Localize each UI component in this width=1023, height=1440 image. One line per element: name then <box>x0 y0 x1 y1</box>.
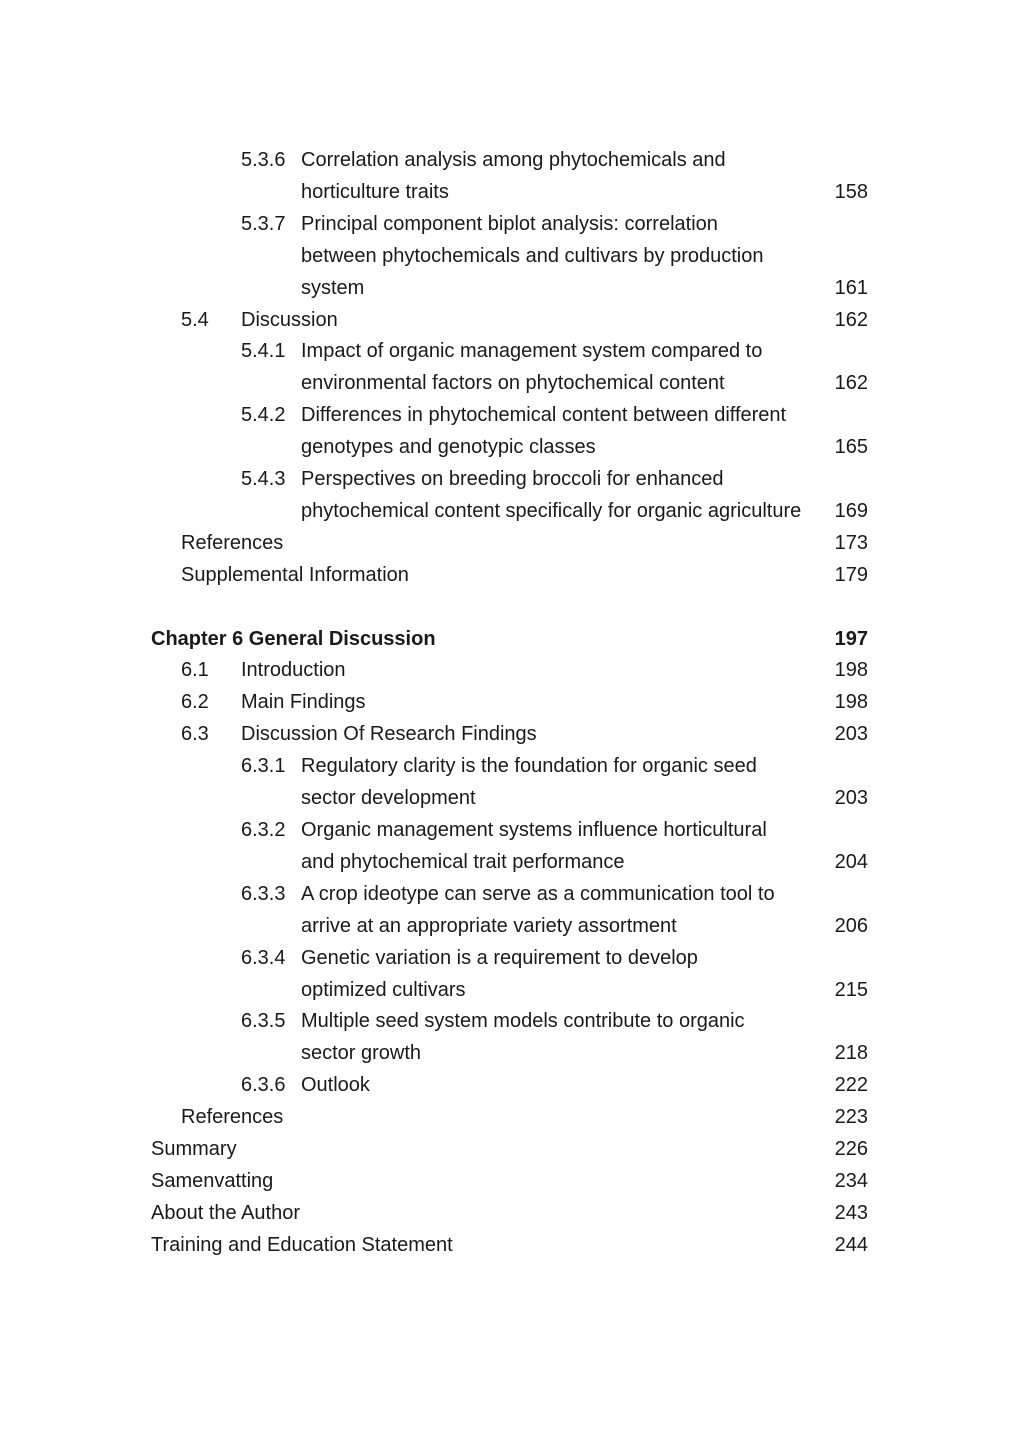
toc-entry-6-2[interactable] <box>151 687 871 719</box>
toc-entry-title: Discussion Of Research Findings <box>241 723 537 746</box>
toc-entry-title: Organic management systems influence horticultural and phytochemical trait performance <box>301 819 767 873</box>
toc-entry-page: 203 <box>834 787 868 810</box>
toc-entry-title: Training and Education Statement <box>151 1233 453 1256</box>
toc-entry-title: Genetic variation is a requirement to develop optimized cultivars <box>301 946 698 1001</box>
toc-entry-number: 6.2 <box>181 691 209 714</box>
toc-entry-references-ch5[interactable] <box>151 528 871 560</box>
toc-entry-number: 5.3.7 <box>241 212 286 235</box>
toc-entry-page: 203 <box>834 723 868 746</box>
toc-chapter-title: Chapter 6 General Discussion <box>151 627 436 650</box>
toc-entry-summary[interactable] <box>151 1134 871 1166</box>
toc-entry-title: Main Findings <box>241 691 366 714</box>
toc-entry-number: 6.3.4 <box>241 946 286 969</box>
toc-entry-page: 161 <box>834 276 868 299</box>
toc-entry-title: Impact of organic management system compared to environmental factors on phytochemical content <box>301 340 763 395</box>
toc-entry-6-3-4[interactable] <box>151 943 871 1007</box>
toc-entry-number: 5.4.1 <box>241 340 286 363</box>
toc-entry-number: 6.3.1 <box>241 755 286 778</box>
table-of-contents <box>151 145 871 1262</box>
toc-entry-page: 158 <box>834 180 868 203</box>
toc-entry-page: 179 <box>834 563 868 586</box>
toc-entry-title: Multiple seed system models contribute to organic sector growth <box>301 1010 745 1065</box>
toc-entry-5-4[interactable] <box>151 305 871 337</box>
toc-entry-page: 204 <box>834 850 868 873</box>
toc-entry-5-4-1[interactable] <box>151 336 871 400</box>
toc-entry-title: A crop ideotype can serve as a communication tool to arrive at an appropriate variety assortment <box>301 882 775 937</box>
toc-entry-chapter-6[interactable] <box>151 624 871 656</box>
toc-entry-page: 243 <box>834 1201 868 1224</box>
toc-entry-number: 6.3.2 <box>241 819 286 842</box>
toc-entry-6-3-6[interactable] <box>151 1070 871 1102</box>
toc-entry-5-4-2[interactable] <box>151 400 871 464</box>
toc-entry-5-4-3[interactable] <box>151 464 871 528</box>
toc-entry-samenvatting[interactable] <box>151 1166 871 1198</box>
toc-entry-6-3-3[interactable] <box>151 879 871 943</box>
toc-entry-page: 197 <box>834 627 868 650</box>
toc-entry-number: 5.4.3 <box>241 468 286 491</box>
toc-entry-number: 5.3.6 <box>241 149 286 171</box>
toc-entry-number: 6.1 <box>181 659 209 682</box>
toc-entry-6-1[interactable] <box>151 655 871 687</box>
toc-entry-6-3-1[interactable] <box>151 751 871 815</box>
toc-entry-page: 206 <box>834 914 868 937</box>
toc-entry-title: References <box>181 1106 284 1129</box>
toc-entry-page: 223 <box>834 1106 868 1129</box>
toc-entry-5-3-7[interactable] <box>151 209 871 305</box>
toc-entry-title: Supplemental Information <box>181 563 409 586</box>
toc-entry-number: 5.4 <box>181 308 209 331</box>
toc-entry-page: 234 <box>834 1169 868 1192</box>
toc-entry-title: Perspectives on breeding broccoli for enhanced phytochemical content specifically for organic agriculture <box>301 468 802 522</box>
toc-entry-page: 162 <box>834 372 868 395</box>
toc-entry-page: 165 <box>834 436 868 459</box>
toc-entry-title: Outlook <box>301 1074 370 1097</box>
toc-entry-training-and-education[interactable] <box>151 1230 871 1262</box>
toc-entry-title: Principal component biplot analysis: correlation between phytochemicals and cultivars by production system <box>301 212 764 299</box>
toc-entry-page: 244 <box>834 1233 868 1256</box>
toc-entry-number: 6.3.3 <box>241 882 286 905</box>
toc-entry-title: About the Author <box>151 1201 301 1224</box>
toc-entry-title: Correlation analysis among phytochemicals and horticulture traits <box>301 149 726 203</box>
toc-entry-5-3-6[interactable] <box>151 145 871 209</box>
toc-entry-number: 6.3 <box>181 723 209 746</box>
toc-entry-number: 6.3.5 <box>241 1010 286 1033</box>
toc-entry-title: Regulatory clarity is the foundation for organic seed sector development <box>301 755 757 810</box>
toc-entry-title: Samenvatting <box>151 1169 274 1192</box>
toc-entry-6-3[interactable] <box>151 719 871 751</box>
toc-entry-title: Introduction <box>241 659 346 682</box>
toc-entry-references-ch6[interactable] <box>151 1102 871 1134</box>
toc-entry-page: 226 <box>834 1138 868 1161</box>
toc-entry-title: Summary <box>151 1138 237 1161</box>
toc-entry-title: References <box>181 531 284 554</box>
toc-entry-about-the-author[interactable] <box>151 1198 871 1230</box>
toc-entry-page: 222 <box>834 1074 868 1097</box>
toc-entry-page: 215 <box>834 978 868 1001</box>
toc-entry-number: 5.4.2 <box>241 404 286 427</box>
toc-entry-6-3-5[interactable] <box>151 1006 871 1070</box>
toc-entry-title: Discussion <box>241 308 338 331</box>
toc-entry-title: Differences in phytochemical content between different genotypes and genotypic classes <box>301 404 787 459</box>
toc-entry-page: 169 <box>834 499 868 522</box>
toc-entry-page: 198 <box>834 659 868 682</box>
toc-entry-page: 218 <box>834 1042 868 1065</box>
toc-entry-page: 198 <box>834 691 868 714</box>
toc-entry-page: 162 <box>834 308 868 331</box>
toc-entry-6-3-2[interactable] <box>151 815 871 879</box>
toc-entry-page: 173 <box>834 531 868 554</box>
section-spacer <box>151 592 871 624</box>
toc-entry-number: 6.3.6 <box>241 1074 286 1097</box>
toc-entry-supplemental-information[interactable] <box>151 560 871 592</box>
